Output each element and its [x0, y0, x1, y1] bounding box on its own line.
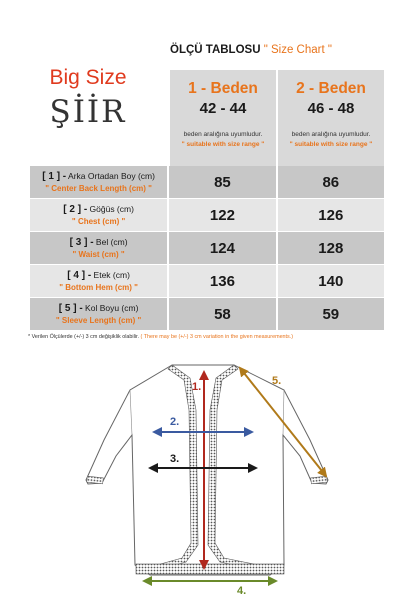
row-label-en: " Chest (cm) " — [71, 217, 126, 226]
table-row — [30, 232, 384, 264]
size-column-2-title: 2 - Beden — [296, 80, 366, 97]
row-number: [ 3 ] - — [69, 237, 94, 248]
row-value-size-1: 85 — [169, 166, 275, 198]
row-number: [ 1 ] - — [42, 171, 67, 182]
row-label — [30, 265, 167, 297]
size-table — [30, 166, 384, 331]
row-label-tr: Bel (cm) — [95, 237, 128, 247]
row-value-size-1: 122 — [169, 199, 275, 231]
label-2: 2. — [170, 416, 180, 428]
hem-trim — [136, 564, 284, 574]
label-4: 4. — [237, 585, 247, 597]
row-label-tr: Kol Boyu (cm) — [85, 303, 139, 313]
cardigan-diagram — [0, 350, 400, 600]
row-label-en: " Center Back Length (cm) " — [45, 184, 152, 193]
table-row — [30, 265, 384, 297]
row-value-size-2: 126 — [278, 199, 384, 231]
title-en: " Size Chart " — [263, 44, 332, 56]
size-column-2-range: 46 - 48 — [307, 100, 355, 117]
row-label-tr: Etek (cm) — [93, 270, 130, 280]
row-label — [30, 232, 167, 264]
table-row — [30, 298, 384, 330]
row-label-tr: Göğüs (cm) — [89, 204, 134, 214]
footnote-en: ( There may be (+/-) 3 cm variation in the given measurements.) — [140, 334, 294, 340]
size-column-1-note-en: " suitable with size range " — [181, 141, 265, 148]
row-label — [30, 199, 167, 231]
brand-block — [8, 66, 168, 130]
row-value-size-1: 124 — [169, 232, 275, 264]
cardigan-body-outline — [86, 365, 328, 575]
footnote-tr: * Verilen Ölçülerde (+/-) 3 cm değişiklik olabilir. — [28, 334, 139, 340]
row-value-size-2: 140 — [278, 265, 384, 297]
table-row — [30, 199, 384, 231]
row-label-en: " Waist (cm) " — [72, 250, 125, 259]
brand-tagline: Big Size — [49, 66, 127, 89]
row-label-tr: Arka Ortadan Boy (cm) — [68, 171, 155, 181]
row-value-size-2: 59 — [278, 298, 384, 330]
row-value-size-1: 58 — [169, 298, 275, 330]
row-label — [30, 298, 167, 330]
row-label-en: " Sleeve Length (cm) " — [55, 316, 142, 325]
label-5: 5. — [272, 375, 282, 387]
size-column-1-note-tr: beden aralığına uyumludur. — [183, 131, 263, 138]
row-label-en: " Bottom Hem (cm) " — [59, 283, 138, 292]
row-number: [ 5 ] - — [58, 303, 83, 314]
size-column-2-note-tr: beden aralığına uyumludur. — [291, 131, 371, 138]
label-1: 1. — [192, 381, 202, 393]
title-tr: ÖLÇÜ TABLOSU — [170, 44, 261, 56]
row-number: [ 4 ] - — [67, 270, 92, 281]
size-column-2-note-en: " suitable with size range " — [289, 141, 373, 148]
row-label — [30, 166, 167, 198]
brand-logo-name: ŞİİR — [49, 94, 127, 130]
size-chart-title — [170, 44, 392, 56]
row-number: [ 2 ] - — [63, 204, 88, 215]
measurement-footnote — [28, 334, 293, 340]
size-column-2-header — [278, 70, 384, 166]
size-column-1-header — [170, 70, 276, 166]
label-3: 3. — [170, 453, 180, 465]
row-value-size-1: 136 — [169, 265, 275, 297]
size-column-1-title: 1 - Beden — [188, 80, 258, 97]
table-row — [30, 166, 384, 198]
size-column-1-range: 42 - 44 — [199, 100, 247, 117]
row-value-size-2: 128 — [278, 232, 384, 264]
row-value-size-2: 86 — [278, 166, 384, 198]
